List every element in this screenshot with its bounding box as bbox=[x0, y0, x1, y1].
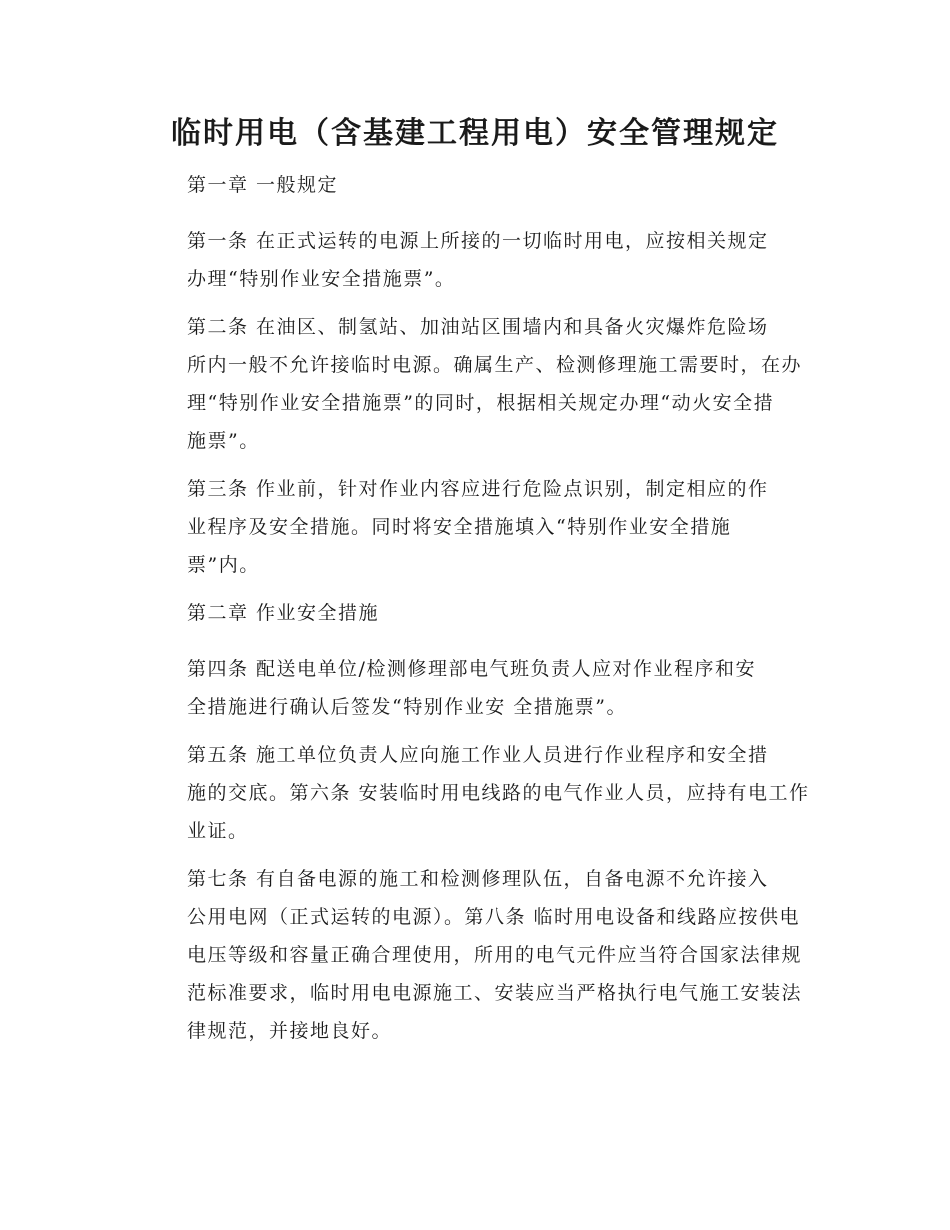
text-line: 第二章 作业安全措施 bbox=[187, 602, 380, 624]
text-line: 全措施进行确认后签发“特别作业安 全措施票”。 bbox=[187, 696, 627, 718]
text-line: 办理“特别作业安全措施票”。 bbox=[187, 268, 456, 290]
text-line: 所内一般不允许接临时电源。确属生产、检测修理施工需要时，在办 bbox=[187, 354, 803, 376]
article-paragraph bbox=[140, 860, 805, 1050]
document-body bbox=[140, 166, 810, 1060]
text-line: 第一条 在正式运转的电源上所接的一切临时用电，应按相关规定 bbox=[187, 230, 769, 252]
text-line: 第七条 有自备电源的施工和检测修理队伍，自备电源不允许接入 bbox=[187, 868, 769, 890]
text-line: 业程序及安全措施。同时将安全措施填入“特别作业安全措施 bbox=[187, 516, 732, 538]
text-line: 票”内。 bbox=[187, 554, 260, 576]
text-line: 施票”。 bbox=[187, 430, 260, 452]
text-line: 第四条 配送电单位/检测修理部电气班负责人应对作业程序和安 bbox=[187, 658, 756, 680]
text-line: 第二条 在油区、制氢站、加油站区围墙内和具备火灾爆炸危险场 bbox=[187, 316, 769, 338]
text-line: 业证。 bbox=[187, 820, 249, 842]
article-paragraph bbox=[140, 308, 805, 460]
text-line: 施的交底。第六条 安装临时用电线路的电气作业人员，应持有电工作 bbox=[187, 782, 810, 804]
text-line: 第三条 作业前，针对作业内容应进行危险点识别，制定相应的作 bbox=[187, 478, 769, 500]
text-line: 第五条 施工单位负责人应向施工作业人员进行作业程序和安全措 bbox=[187, 744, 769, 766]
article-paragraph bbox=[140, 736, 810, 850]
article-paragraph bbox=[140, 222, 805, 298]
document-title: 临时用电（含基建工程用电）安全管理规定 bbox=[171, 116, 779, 151]
text-line: 律规范，并接地良好。 bbox=[187, 1020, 393, 1042]
text-line: 范标准要求，临时用电电源施工、安装应当严格执行电气施工安装法 bbox=[187, 982, 803, 1004]
text-line: 第一章 一般规定 bbox=[187, 174, 339, 196]
article-paragraph bbox=[140, 470, 805, 584]
text-line: 电压等级和容量正确合理使用，所用的电气元件应当符合国家法律规 bbox=[187, 944, 803, 966]
text-line: 公用电网（正式运转的电源）。第八条 临时用电设备和线路应按供电 bbox=[187, 906, 801, 928]
chapter-heading bbox=[140, 594, 805, 632]
text-line: 理“特别作业安全措施票”的同时，根据相关规定办理“动火安全措 bbox=[187, 392, 775, 414]
chapter-heading bbox=[140, 166, 805, 204]
article-paragraph bbox=[140, 650, 805, 726]
